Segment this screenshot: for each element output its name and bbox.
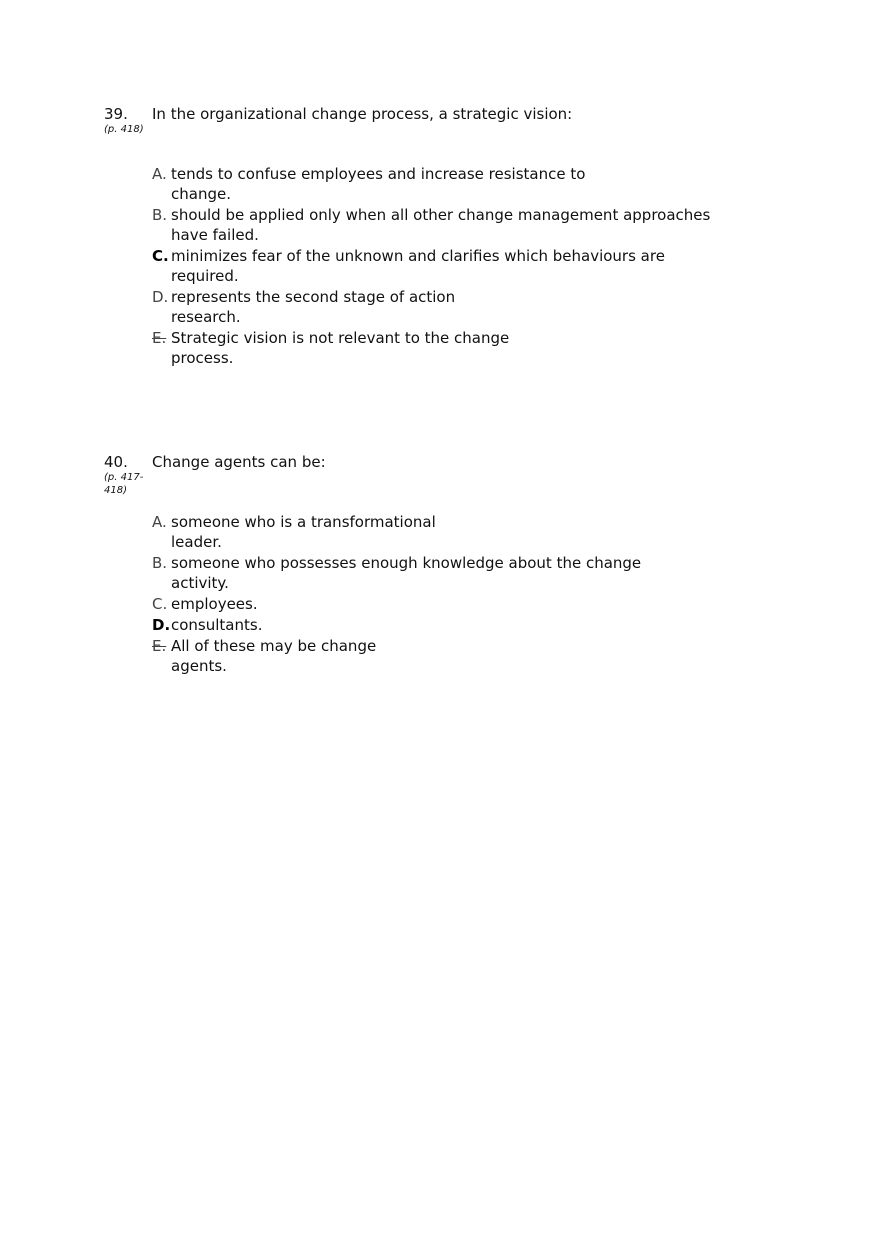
option-letter: D. — [152, 288, 169, 306]
option-b — [152, 553, 661, 593]
option-text: someone who possesses enough knowledge about the change activity. — [171, 554, 642, 592]
question-40 — [104, 452, 804, 675]
question-number: 40. — [104, 453, 128, 471]
option-text: consultants. — [171, 616, 263, 634]
option-letter: C. — [152, 595, 168, 613]
option-e — [152, 636, 411, 676]
option-letter: B. — [152, 206, 168, 224]
option-e — [152, 328, 541, 368]
answer-options — [152, 164, 731, 369]
option-a — [152, 512, 461, 552]
option-d — [152, 287, 481, 327]
option-b — [152, 205, 731, 245]
question-text: In the organizational change process, a strategic vision: — [152, 105, 573, 123]
option-c — [152, 594, 266, 614]
option-letter: C. — [152, 247, 169, 265]
option-text: All of these may be change agents. — [171, 637, 377, 675]
question-39 — [104, 104, 804, 367]
option-text: minimizes fear of the unknown and clarifies which behaviours are required. — [171, 247, 665, 285]
question-text: Change agents can be: — [152, 453, 326, 471]
page-reference: (p. 418) — [104, 124, 144, 135]
option-letter: A. — [152, 165, 167, 183]
option-text: should be applied only when all other change management approaches have failed. — [171, 206, 711, 244]
option-letter: B. — [152, 554, 168, 572]
option-letter: E. — [152, 329, 167, 347]
option-letter: A. — [152, 513, 167, 531]
question-header — [104, 452, 804, 502]
option-letter: D. — [152, 616, 171, 634]
option-text: represents the second stage of action research. — [171, 288, 456, 326]
option-text: employees. — [171, 595, 258, 613]
option-d-correct — [152, 615, 271, 635]
option-letter: E. — [152, 637, 167, 655]
option-c-correct — [152, 246, 691, 286]
page-reference: (p. 417-418) — [104, 472, 144, 496]
answer-options — [152, 512, 661, 677]
option-text: Strategic vision is not relevant to the change process. — [171, 329, 510, 367]
question-number: 39. — [104, 105, 128, 123]
question-header — [104, 104, 804, 154]
option-text: someone who is a transformational leader. — [171, 513, 436, 551]
option-a — [152, 164, 601, 204]
option-text: tends to confuse employees and increase resistance to change. — [171, 165, 586, 203]
